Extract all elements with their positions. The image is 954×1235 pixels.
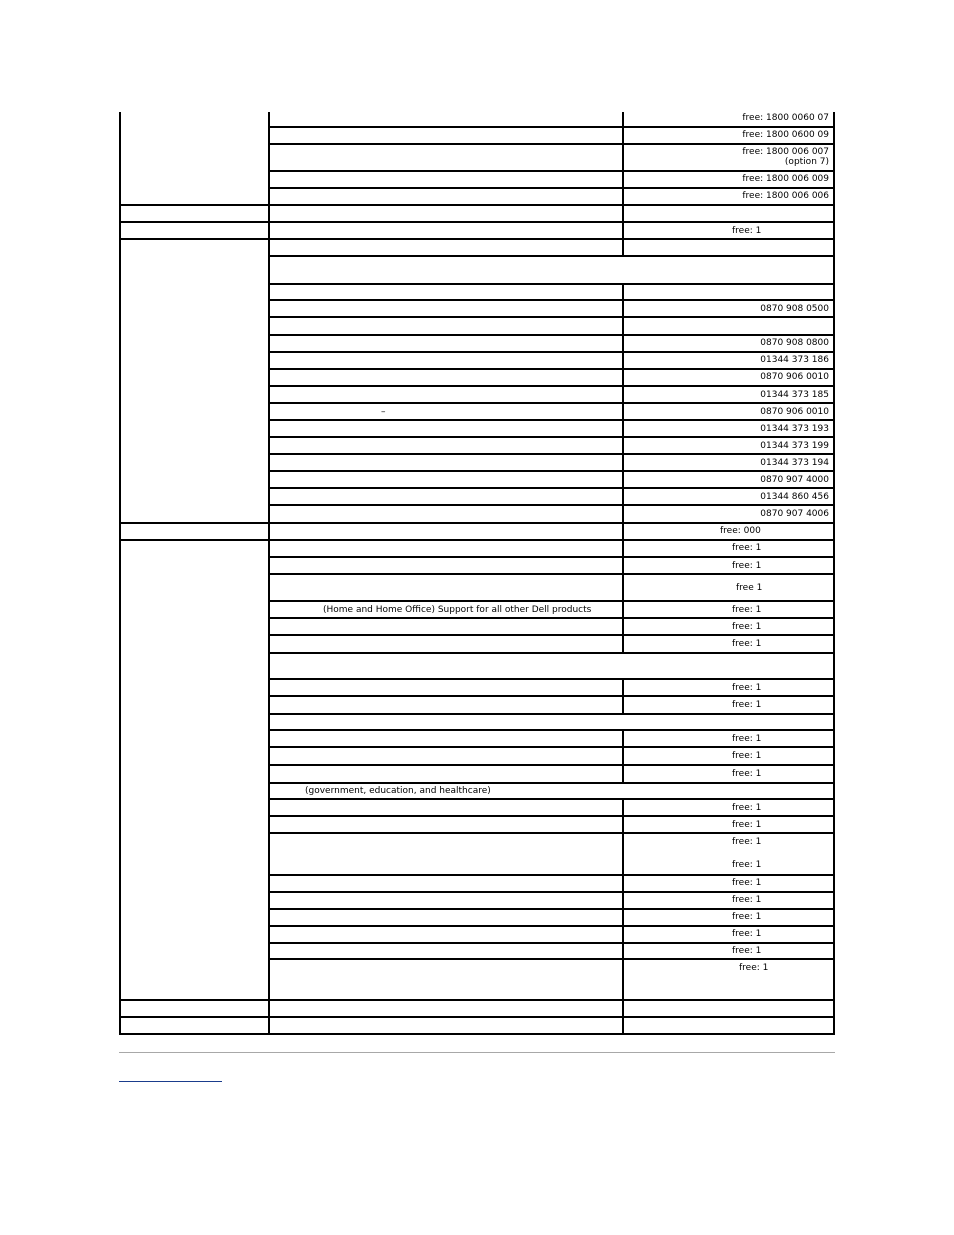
row-divider [268,187,835,189]
phone-number: 0870 906 0010 [760,407,829,417]
row-divider [268,283,835,285]
row-divider [268,385,835,387]
column-divider [622,283,624,336]
phone-number: free: 1800 006 007 [742,147,829,157]
row-divider [268,925,835,927]
row-divider [268,942,835,944]
row-divider [268,617,835,619]
phone-number: free: 1800 0060 07 [742,113,829,123]
phone-number: free: 1 [732,561,762,571]
row-divider [268,170,835,172]
phone-number: free: 1 [732,929,762,939]
phone-number: free: 1 [732,622,762,632]
phone-number: free: 1800 006 006 [742,191,829,201]
phone-number: free 1 [736,583,763,593]
phone-number: 0870 907 4000 [760,475,829,485]
row-divider [268,713,835,715]
row-divider [268,652,835,654]
phone-number: free: 1 [732,860,762,870]
phone-number: free: 1 [732,820,762,830]
phone-number: 0870 908 0800 [760,338,829,348]
row-divider [268,351,835,353]
row-divider [268,729,835,731]
phone-number: free: 1 [732,946,762,956]
phone-number: (option 7) [784,157,829,167]
phone-number: free: 1800 006 009 [742,174,829,184]
phone-number: free: 1 [732,912,762,922]
phone-number: 0870 908 0500 [760,304,829,314]
row-divider [268,678,835,680]
row-divider [268,504,835,506]
footer-divider [119,1052,835,1053]
row-divider [268,143,835,145]
phone-number: free: 1 [732,700,762,710]
row-divider [119,539,835,541]
table-border-left [119,112,121,1035]
phone-number: free: 1 [732,769,762,779]
column-divider [622,335,624,654]
row-divider [119,522,835,524]
phone-number: free: 1 [732,878,762,888]
column-divider [622,729,624,784]
row-divider [268,299,835,301]
phone-number: 01344 373 193 [760,424,829,434]
row-divider [268,453,835,455]
row-divider [268,764,835,766]
phone-number: free: 1 [732,639,762,649]
back-to-top-link[interactable] [119,1070,222,1082]
phone-number: free: 1 [732,895,762,905]
phone-number: 01344 373 186 [760,355,829,365]
cell-label: (Home and Home Office) Support for all other Dell products [323,605,592,615]
phone-number: free: 1 [732,734,762,744]
phone-number: 01344 373 185 [760,390,829,400]
phone-number: free: 1 [732,543,762,553]
row-divider [268,436,835,438]
column-divider [622,112,624,257]
row-divider [268,815,835,817]
row-divider [268,470,835,472]
row-divider [268,832,835,834]
row-divider [268,600,835,602]
row-divider [268,908,835,910]
phone-number: free: 1800 0600 09 [742,130,829,140]
phone-number: 01344 373 199 [760,441,829,451]
row-divider [268,695,835,697]
phone-number: free: 000 [720,526,761,536]
row-divider [268,891,835,893]
row-divider [268,782,835,784]
cell-label: – [381,407,386,417]
phone-number: free: 1 [732,226,762,236]
row-divider [268,573,835,575]
row-divider [268,419,835,421]
row-divider [268,798,835,800]
row-divider [268,402,835,404]
phone-number: free: 1 [732,683,762,693]
row-divider [119,204,835,206]
row-divider [268,874,835,876]
phone-number: free: 1 [732,751,762,761]
phone-number: 0870 906 0010 [760,372,829,382]
row-divider [268,958,835,960]
row-divider [268,746,835,748]
row-divider [268,556,835,558]
phone-number: free: 1 [732,605,762,615]
phone-number: 0870 907 4006 [760,509,829,519]
row-divider [268,126,835,128]
cell-label: (government, education, and healthcare) [305,786,491,796]
row-divider [119,238,835,240]
row-divider [119,221,835,223]
row-divider [268,255,835,257]
row-divider [119,999,835,1001]
phone-number: free: 1 [732,803,762,813]
row-divider [119,1033,835,1035]
row-divider [119,1016,835,1018]
phone-number: free: 1 [732,837,762,847]
row-divider [268,316,835,318]
row-divider [268,334,835,336]
row-divider [268,487,835,489]
row-divider [268,634,835,636]
phone-number: free: 1 [739,963,769,973]
phone-number: 01344 860 456 [760,492,829,502]
phone-number: 01344 373 194 [760,458,829,468]
row-divider [268,368,835,370]
